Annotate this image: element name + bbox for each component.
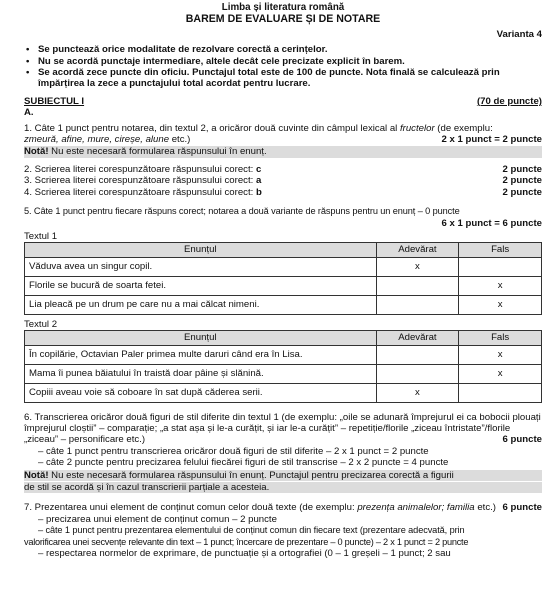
item-7-criterion-cont: valorificarea unei secvențe relevante din text – 1 punct; încercare de prezentare – 0 puncte) – 2 x 1 punct = 2 puncte — [24, 536, 469, 547]
item-7-criterion: – câte 1 punct pentru prezentarea elementului de conținut comun din fiecare text (prezentare adecvată, prin — [38, 525, 465, 536]
table-2-caption: Textul 2 — [24, 318, 58, 330]
item-4: 4. Scrierea literei corespunzătoare răspunsului corect: b 2 puncte — [24, 186, 542, 198]
rule-item: • Se punctează orice modalitate de rezolvare corectă a cerințelor. — [24, 44, 542, 55]
variant-label: Varianta 4 — [496, 28, 542, 40]
item-2: 2. Scrierea literei corespunzătoare răspunsului corect: c 2 puncte — [24, 163, 542, 175]
table-2 — [24, 330, 542, 402]
item-6-criterion: – câte 2 puncte pentru precizarea felului fiecărei figuri de stil transcrise – 2 x 2 puncte = 4 puncte — [38, 457, 449, 469]
item-7-text: 7. Prezentarea unui element de conținut comun celor două texte (de exemplu: prezența animalelor; familia etc.) 6 puncte — [24, 502, 542, 514]
item-1-note: Notă! Nu este necesară formularea răspunsului în enunț. — [24, 146, 542, 157]
column-header: Adevărat — [376, 243, 459, 257]
item-1-text: 1. Câte 1 punct pentru notarea, din textul 2, a oricăror două cuvinte din câmpul lexical al fructelor (de exemplu: — [24, 122, 493, 134]
table-row: Lia pleacă pe un drum pe care nu a mai călcat nimeni. x — [25, 295, 542, 314]
table-row: Copiii aveau voie să coboare în sat după căderea serii. x — [25, 383, 542, 402]
item-6-points: 6 puncte — [502, 434, 542, 446]
item-3: 3. Scrierea literei corespunzătoare răspunsului corect: a 2 puncte — [24, 175, 542, 187]
column-header: Fals — [459, 331, 542, 345]
table-row: În copilărie, Octavian Paler primea multe daruri când era în Lisa. x — [25, 345, 542, 364]
item-5 — [24, 206, 542, 229]
rule-item: • Se acordă zece puncte din oficiu. Punctajul total este de 100 de puncte. Nota finală se calculează prin împărțirea la zece a punctajului total acordat pentru lucrare. — [24, 67, 542, 90]
table-row: Florile se bucură de soarta fetei. x — [25, 276, 542, 295]
item-7-criterion: – respectarea normelor de exprimare, de punctuație și a ortografiei (0 – 1 greșeli – 1 punct; 2 sau — [38, 548, 451, 559]
item-5-score: 6 x 1 punct = 6 puncte — [441, 217, 542, 229]
part-label: A. — [24, 107, 34, 119]
column-header: Enunțul — [25, 331, 377, 345]
column-header: Fals — [459, 243, 542, 257]
item-6-criterion: – câte 1 punct pentru transcrierea oricăror două figuri de stil diferite – 2 x 1 punct = 2 puncte — [38, 445, 429, 457]
column-header: Enunțul — [25, 243, 377, 257]
item-7-points: 6 puncte — [502, 502, 542, 514]
item-6 — [24, 412, 542, 494]
item-1-score: 2 x 1 punct = 2 puncte — [441, 134, 542, 146]
table-header-row — [25, 243, 542, 257]
item-6-text: 6. Transcrierea oricăror două figuri de stil diferite din textul 1 (de exemplu: „oile se adunară împrejurul ei ca bobocii plouați împrejurul cloștii” – comparație; „a stat așa și le-a curățit, și iar le-a curățit” – repetiție/florile „ziceau întristate”/florile „ziceau” – personificare etc.) 6 puncte — [24, 411, 542, 446]
table-1 — [24, 242, 542, 314]
section-points: (70 de puncte) — [476, 95, 542, 107]
item-6-note: Notă! Nu este necesară formularea răspunsului în enunț. Punctajul pentru precizarea corectă a figurii — [24, 470, 542, 481]
rule-item: • Nu se acordă punctaje intermediare, altele decât cele precizate explicit în barem. — [24, 56, 542, 67]
items-2-4 — [24, 164, 542, 198]
table-row: Văduva avea un singur copil. x — [25, 257, 542, 276]
subject-heading: Limba și literatura română — [221, 2, 345, 13]
general-rules-list — [24, 44, 542, 90]
section-heading — [24, 96, 542, 107]
item-7 — [24, 502, 542, 559]
item-1: 1. Câte 1 punct pentru notarea, din textul 2, a oricăror două cuvinte din câmpul lexical al fructelor (de exemplu: zmeură, afine, mure, cireșe, alune etc.) 2 x 1 punct = 2 puncte Notă! Nu este necesară formularea răspunsului în enunț. — [24, 122, 542, 158]
item-7-criterion: – precizarea unui element de conținut comun – 2 puncte — [38, 513, 277, 525]
item-6-note-cont: de stil se acordă și în cazul transcrierii parțiale a acesteia. — [24, 482, 542, 493]
table-header-row — [25, 331, 542, 345]
document-title: BAREM DE EVALUARE ȘI DE NOTARE — [185, 13, 381, 26]
section-name: SUBIECTUL I — [24, 95, 85, 107]
table-row: Mama îi punea băiatului în traistă doar pâine și slănină. x — [25, 364, 542, 383]
item-5-text: 5. Câte 1 punct pentru fiecare răspuns corect; notarea a două variante de răspuns pentru un enunț – 0 puncte — [24, 206, 460, 217]
column-header: Adevărat — [376, 331, 459, 345]
table-1-caption: Textul 1 — [24, 230, 58, 242]
